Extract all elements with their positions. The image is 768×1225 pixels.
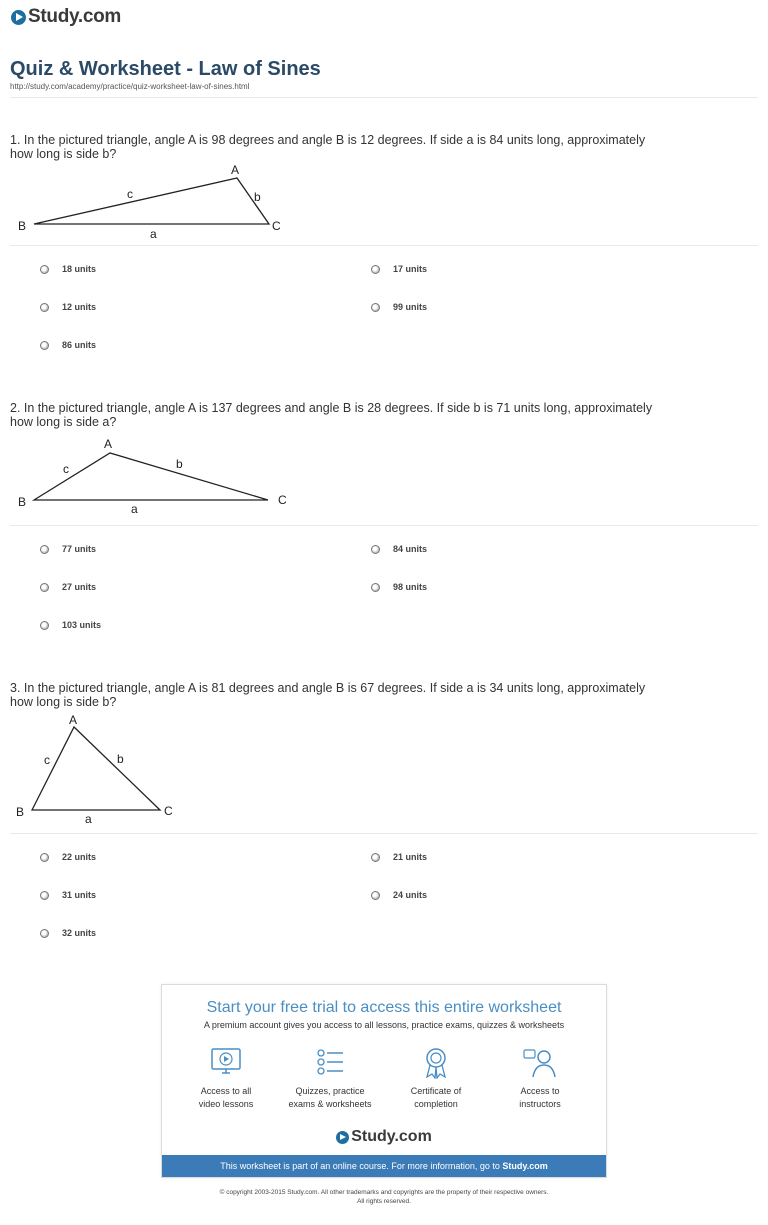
free-trial-promo (161, 984, 607, 1178)
feature-line: Access to (520, 1086, 560, 1096)
radio-icon[interactable] (40, 621, 49, 630)
video-lesson-icon (209, 1047, 243, 1079)
promo-bar-link[interactable]: Study.com (502, 1161, 548, 1171)
promo-heading[interactable]: Start your free trial to access this entire worksheet (206, 999, 562, 1016)
certificate-icon (419, 1047, 453, 1079)
promo-info-bar (162, 1155, 606, 1177)
question-3-text: 3. In the pictured triangle, angle A is 81 degrees and angle B is 67 degrees. If side a is 34 units long, approximately how long is side b? (10, 681, 646, 709)
radio-icon[interactable] (40, 545, 49, 554)
vertex-label-c: C (164, 804, 173, 818)
copyright-line: © copyright 2003-2015 Study.com. All other trademarks and copyrights are the property of their respective owners. (219, 1189, 549, 1196)
radio-icon[interactable] (40, 583, 49, 592)
divider (10, 833, 758, 834)
side-label-a: a (85, 812, 92, 826)
promo-subheading: A premium account gives you access to all lessons, practice exams, quizzes & worksheets (203, 1020, 565, 1030)
side-label-b: b (176, 457, 183, 471)
radio-icon[interactable] (40, 929, 49, 938)
answer-option[interactable]: 24 units (371, 890, 427, 900)
vertex-label-a: A (69, 713, 78, 727)
side-label-b: b (254, 190, 261, 204)
question-3-triangle (10, 710, 200, 830)
answer-option[interactable]: 27 units (40, 582, 96, 592)
promo-study-logo[interactable] (162, 1128, 606, 1146)
answer-option[interactable]: 86 units (40, 340, 96, 350)
vertex-label-b: B (18, 495, 27, 509)
radio-icon[interactable] (40, 265, 49, 274)
feature-line: completion (414, 1099, 458, 1109)
feature-line: exams & worksheets (288, 1099, 372, 1109)
divider (10, 97, 758, 98)
radio-icon[interactable] (40, 303, 49, 312)
answer-option[interactable]: 18 units (40, 264, 96, 274)
copyright-line: All rights reserved. (357, 1198, 411, 1205)
radio-icon[interactable] (371, 303, 380, 312)
play-logo-icon (336, 1131, 349, 1144)
question-1-triangle (10, 160, 300, 242)
vertex-label-a: A (231, 163, 240, 177)
feature-line: instructors (519, 1099, 561, 1109)
radio-icon[interactable] (40, 891, 49, 900)
side-label-c: c (63, 462, 69, 476)
study-logo[interactable] (11, 6, 121, 28)
answer-option[interactable]: 77 units (40, 544, 96, 554)
vertex-label-b: B (16, 805, 25, 819)
radio-icon[interactable] (371, 583, 380, 592)
answer-option[interactable]: 21 units (371, 852, 427, 862)
feature-certificate (386, 1047, 486, 1111)
divider (10, 245, 758, 246)
answer-option[interactable]: 12 units (40, 302, 96, 312)
page-url: http://study.com/academy/practice/quiz-worksheet-law-of-sines.html (10, 82, 250, 91)
vertex-label-c: C (272, 219, 281, 233)
radio-icon[interactable] (371, 545, 380, 554)
side-label-c: c (127, 187, 133, 201)
answer-option[interactable]: 99 units (371, 302, 427, 312)
answer-option[interactable]: 32 units (40, 928, 96, 938)
vertex-label-c: C (278, 493, 287, 507)
play-logo-icon (11, 10, 26, 25)
question-2-triangle (10, 434, 300, 522)
feature-line: Access to all (200, 1086, 252, 1096)
vertex-label-a: A (104, 437, 113, 451)
divider (10, 525, 758, 526)
side-label-c: c (44, 753, 50, 767)
promo-bar-text: This worksheet is part of an online course. For more information, go to (220, 1161, 503, 1171)
feature-quizzes (280, 1047, 380, 1111)
radio-icon[interactable] (371, 853, 380, 862)
feature-line: Certificate of (410, 1086, 462, 1096)
promo-logo-text: Study.com (351, 1128, 432, 1145)
instructor-icon (523, 1047, 557, 1079)
logo-text: Study.com (28, 6, 122, 27)
radio-icon[interactable] (371, 891, 380, 900)
answer-option[interactable]: 31 units (40, 890, 96, 900)
radio-icon[interactable] (371, 265, 380, 274)
question-2-text: 2. In the pictured triangle, angle A is 137 degrees and angle B is 28 degrees. If side b is 71 units long, approximately how long is side a? (10, 401, 653, 429)
side-label-b: b (117, 752, 124, 766)
question-1-text: 1. In the pictured triangle, angle A is 98 degrees and angle B is 12 degrees. If side a is 84 units long, approximately how long is side b? (10, 133, 646, 161)
feature-line: video lessons (198, 1099, 254, 1109)
feature-line: Quizzes, practice (295, 1086, 365, 1096)
answer-option[interactable]: 103 units (40, 620, 101, 630)
copyright (0, 1188, 768, 1206)
radio-icon[interactable] (40, 853, 49, 862)
radio-icon[interactable] (40, 341, 49, 350)
answer-option[interactable]: 84 units (371, 544, 427, 554)
feature-instructors (490, 1047, 590, 1111)
side-label-a: a (131, 502, 138, 516)
page-title: Quiz & Worksheet - Law of Sines (10, 58, 321, 80)
side-label-a: a (150, 227, 157, 241)
answer-option[interactable]: 17 units (371, 264, 427, 274)
quiz-list-icon (313, 1047, 347, 1079)
feature-video-lessons (176, 1047, 276, 1111)
vertex-label-b: B (18, 219, 27, 233)
answer-option[interactable]: 98 units (371, 582, 427, 592)
answer-option[interactable]: 22 units (40, 852, 96, 862)
